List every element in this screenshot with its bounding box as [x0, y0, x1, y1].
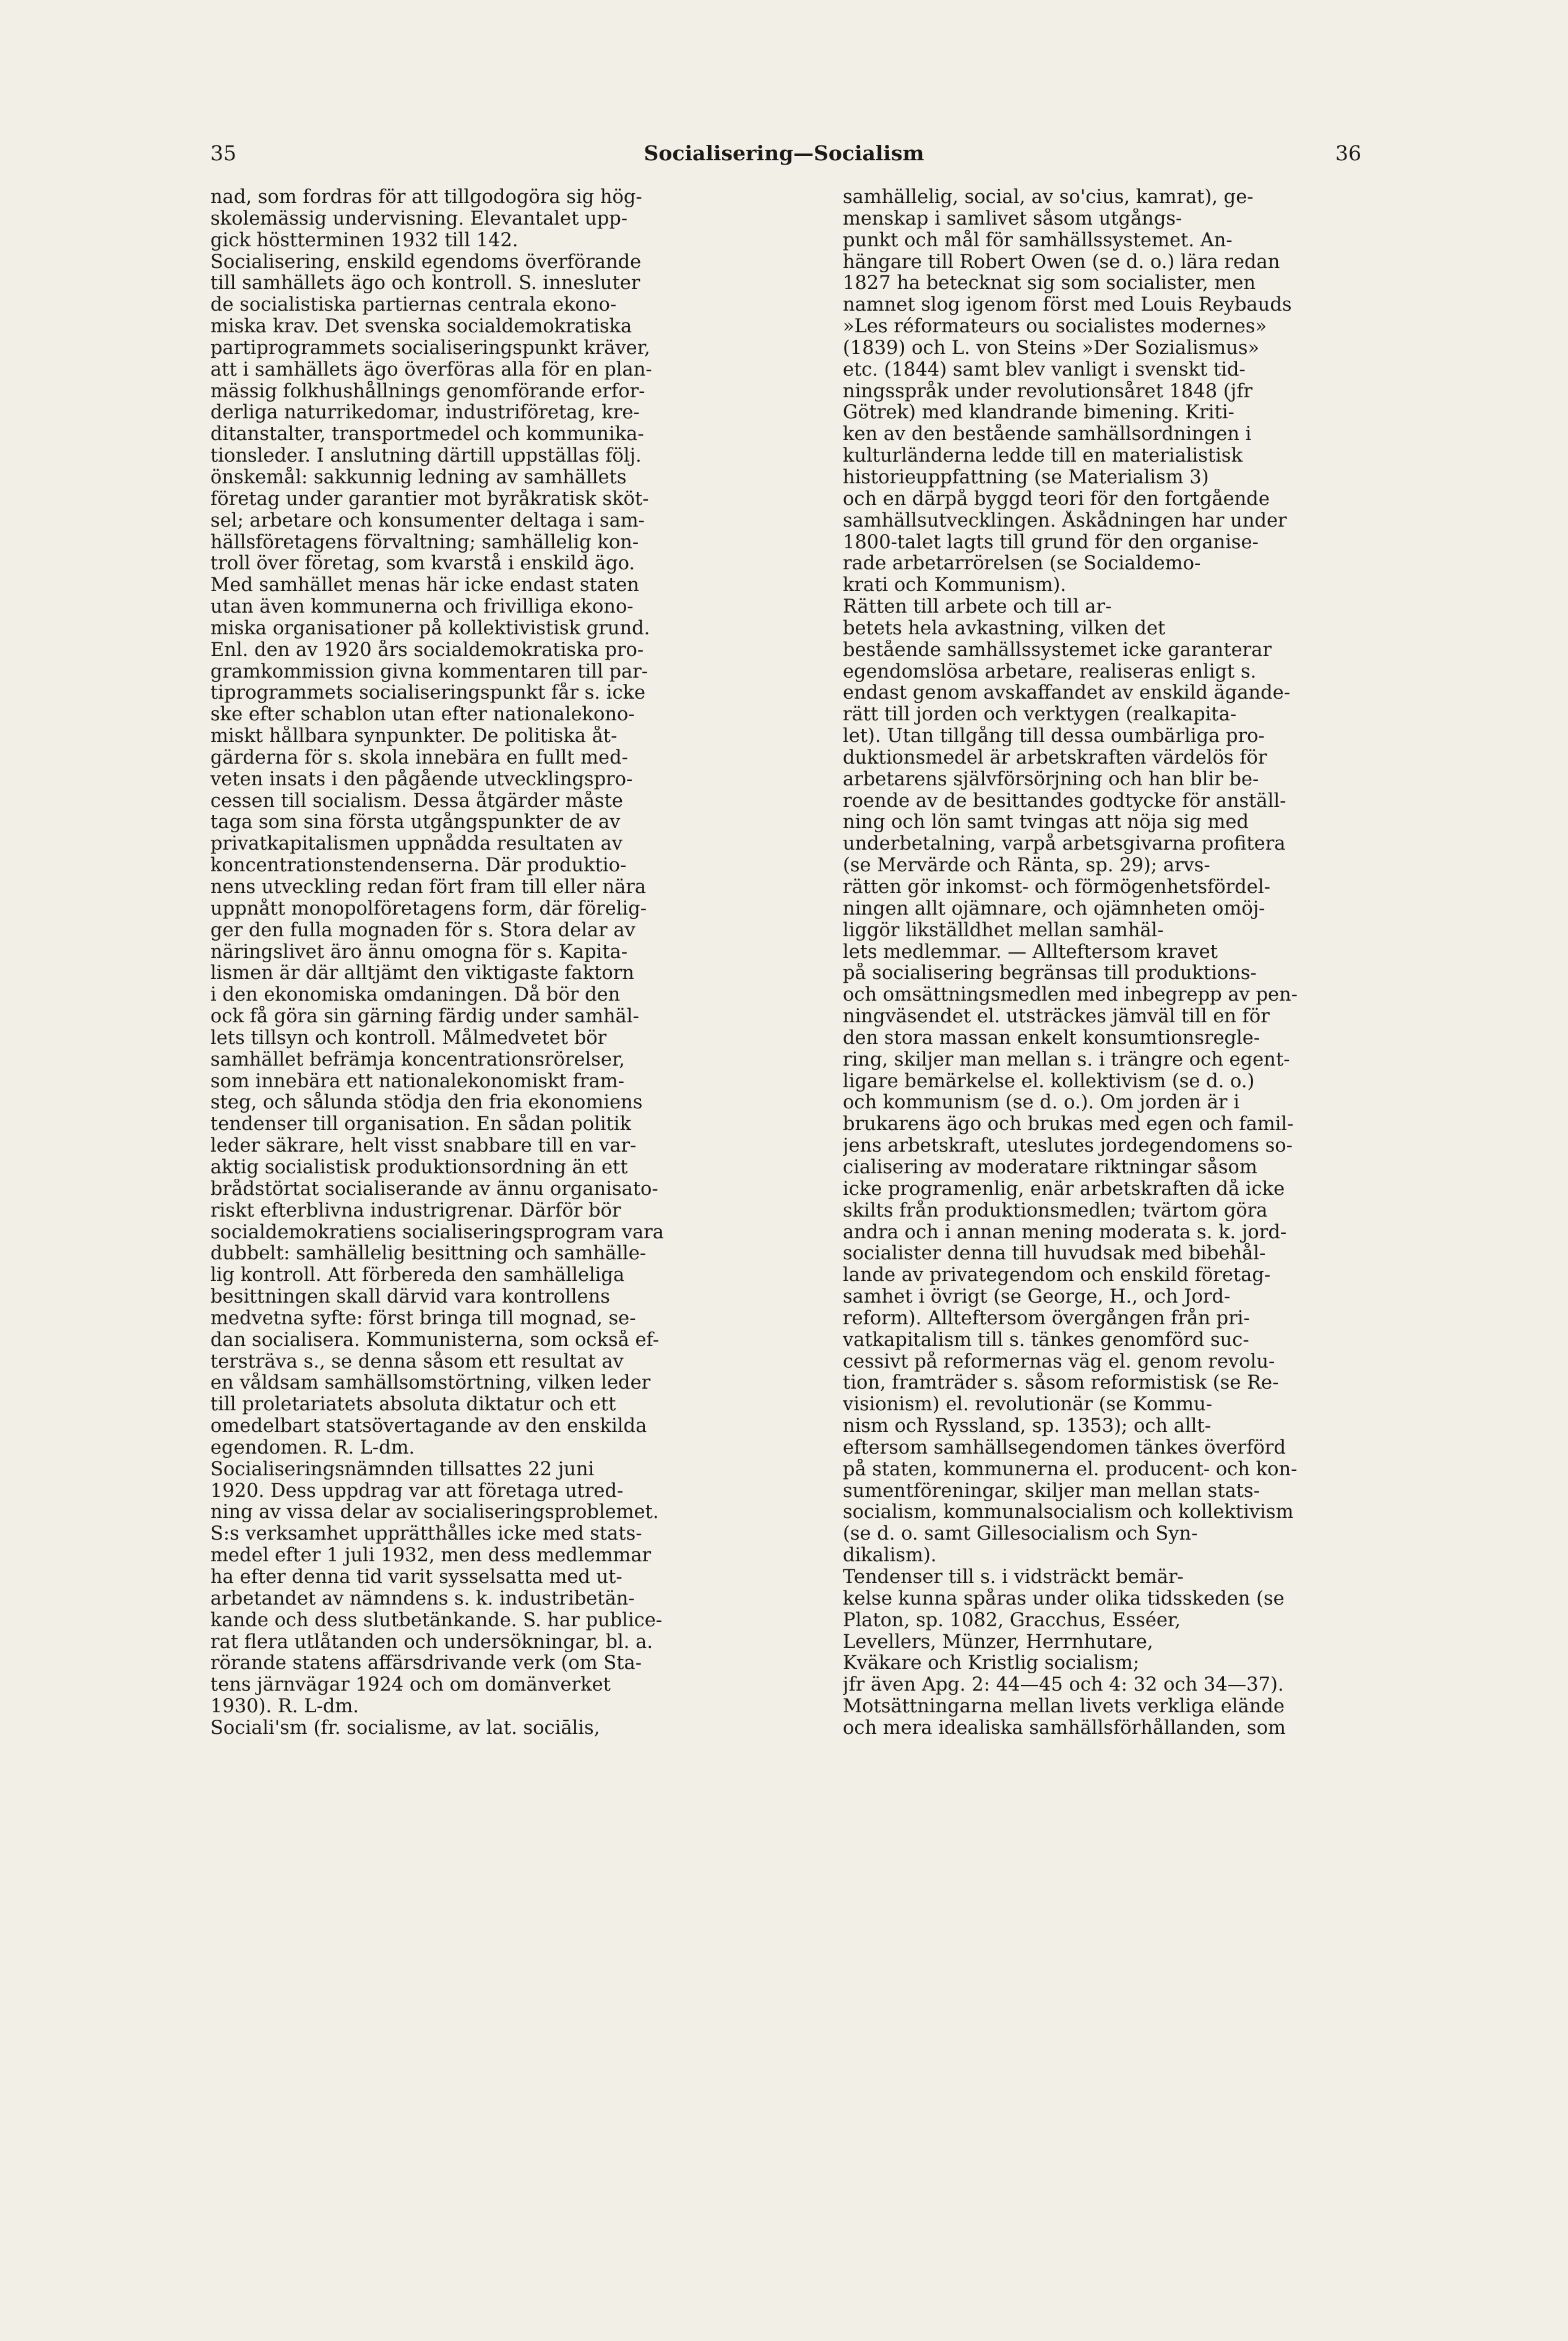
text-line: (se Mervärde och Ränta, sp. 29); arvs-: [843, 855, 1210, 877]
text-line: besittningen skall därvid vara kontrollens: [210, 1287, 610, 1308]
text-line: visionism) el. revolutionär (se Kommu-: [843, 1394, 1213, 1416]
text-line: rätten gör inkomst- och förmögenhetsfördel-: [843, 877, 1270, 898]
text-line: ske efter schablon utan efter nationalekono-: [210, 704, 635, 726]
text-line: veten insats i den pågående utvecklingspro-: [210, 769, 633, 790]
text-line: [843, 2128, 1462, 2149]
right-column: [843, 187, 1462, 2149]
text-line: [843, 1977, 1462, 1998]
text-line: till proletariatets absoluta diktatur och ett: [210, 1394, 616, 1416]
text-line: [210, 1782, 829, 1804]
text-line: kulturländerna ledde till en materialistisk: [843, 446, 1243, 467]
text-line: 1800-talet lagts till grund för den organise-: [843, 532, 1259, 553]
text-line: [210, 1869, 829, 1890]
text-line: [210, 2106, 829, 2128]
text-line: Socialisering, enskild egendoms överförande: [210, 251, 642, 273]
text-line: till samhällets ägo och kontroll. S. innesluter: [210, 273, 640, 295]
text-line: hällsföretagens förvaltning; samhällelig kon-: [210, 532, 639, 553]
text-line: [210, 1912, 829, 1934]
text-line: samhället befrämja koncentrationsrörelser,: [210, 1049, 625, 1071]
text-line: andra och i annan mening moderata s. k. jord-: [843, 1222, 1287, 1243]
text-line: rörande statens affärsdrivande verk (om Sta-: [210, 1653, 642, 1675]
text-line: företag under garantier mot byråkratisk sköt-: [210, 488, 649, 510]
text-line: Motsättningarna mellan livets verkliga elände: [843, 1696, 1285, 1718]
text-line: [210, 2128, 829, 2149]
text-line: [843, 1740, 1462, 1761]
text-line: [210, 1847, 829, 1869]
text-line: S:s verksamhet upprätthålles icke med stats-: [210, 1524, 642, 1545]
text-line: aktig socialistisk produktionsordning än ett: [210, 1157, 628, 1178]
text-line: skilts från produktionsmedlen; tvärtom göra: [843, 1200, 1268, 1222]
text-line: att i samhällets ägo överföras alla för en plan-: [210, 359, 652, 381]
text-line: miska krav. Det svenska socialdemokratiska: [210, 316, 632, 338]
text-line: [843, 1890, 1462, 1912]
text-line: partiprogrammets socialiseringspunkt kräver,: [210, 337, 650, 359]
text-line: gärderna för s. skola innebära en fullt med-: [210, 747, 628, 769]
text-line: [843, 2020, 1462, 2041]
text-line: [843, 2106, 1462, 2128]
text-line: [843, 2063, 1462, 2084]
text-line: 1920. Dess uppdrag var att företaga utred-: [210, 1480, 624, 1502]
text-line: [843, 1912, 1462, 1934]
text-line: leder säkrare, helt visst snabbare till en var-: [210, 1136, 637, 1157]
text-line: riskt efterblivna industrigrenar. Därför bör: [210, 1200, 621, 1222]
text-line: en våldsam samhällsomstörtning, vilken leder: [210, 1373, 651, 1394]
text-line: ditanstalter, transportmedel och kommunika-: [210, 424, 644, 446]
text-line: dikalism).: [843, 1545, 937, 1567]
text-line: arbetandet av nämndens s. k. industribetän-: [210, 1588, 635, 1610]
text-line: roende av de besittandes godtycke för anställ-: [843, 790, 1286, 812]
text-line: lande av privategendom och enskild företag-: [843, 1265, 1271, 1287]
text-line: dubbelt: samhällelig besittning och samhälle-: [210, 1243, 647, 1265]
text-line: lig kontroll. Att förbereda den samhälleliga: [210, 1265, 625, 1287]
text-line: miska organisationer på kollektivistisk grund.: [210, 618, 650, 639]
text-line: [843, 1782, 1462, 1804]
text-line: tersträva s., se denna såsom ett resultat av: [210, 1351, 624, 1373]
text-line: önskemål: sakkunnig ledning av samhällets: [210, 467, 627, 488]
text-line: egendomslösa arbetare, realiseras enligt s.: [843, 661, 1257, 683]
text-line: kande och dess slutbetänkande. S. har publice-: [210, 1610, 663, 1631]
text-line: skolemässig undervisning. Elevantalet upp-: [210, 208, 628, 230]
text-line: 1827 ha betecknat sig som socialister, men: [843, 273, 1256, 295]
text-line: [843, 1933, 1462, 1955]
text-line: jens arbetskraft, uteslutes jordegendomens so-: [843, 1136, 1293, 1157]
text-line: och en därpå byggd teori för den fortgående: [843, 488, 1270, 510]
text-line: och omsättningsmedlen med inbegrepp av pen-: [843, 985, 1298, 1006]
text-line: Rätten till arbete och till ar-: [843, 597, 1112, 618]
text-line: endast genom avskaffandet av enskild ägande-: [843, 683, 1291, 704]
text-line: Socialiseringsnämnden tillsattes 22 juni: [210, 1459, 595, 1480]
text-line: [210, 1761, 829, 1783]
text-line: ning och lön samt tvingas att nöja sig med: [843, 812, 1249, 834]
text-line: rätt till jorden och verktygen (realkapita-: [843, 704, 1237, 726]
text-line: jfr även Apg. 2: 44—45 och 4: 32 och 34—37).: [843, 1675, 1284, 1696]
text-line: tens järnvägar 1924 och om domänverket: [210, 1675, 611, 1696]
text-line: brådstörtat socialiserande av ännu organisato-: [210, 1178, 658, 1200]
text-line: på socialisering begränsas till produktions-: [843, 963, 1257, 985]
text-line: miskt hållbara synpunkter. De politiska åt-: [210, 726, 618, 748]
text-line: [843, 1826, 1462, 1847]
text-line: Platon, sp. 1082, Gracchus, Esséer,: [843, 1610, 1181, 1631]
text-line: cialisering av moderatare riktningar såsom: [843, 1157, 1257, 1178]
text-line: [210, 2084, 829, 2106]
text-line: [843, 2041, 1462, 2063]
text-line: i den ekonomiska omdaningen. Då bör den: [210, 985, 621, 1006]
text-line: cessen till socialism. Dessa åtgärder måste: [210, 790, 623, 812]
text-line: medvetna syfte: först bringa till mognad, se-: [210, 1308, 636, 1329]
text-line: socialister denna till huvudsak med bibehål-: [843, 1243, 1266, 1265]
text-line: näringslivet äro ännu omogna för s. Kapita-: [210, 941, 628, 963]
text-line: [843, 1869, 1462, 1890]
text-line: ha efter denna tid varit sysselsatta med ut-: [210, 1567, 622, 1588]
text-line: derliga naturrikedomar, industriföretag, kre-: [210, 402, 640, 424]
text-line: gramkommission givna kommentaren till par-: [210, 661, 648, 683]
text-line: namnet slog igenom först med Louis Reybauds: [843, 295, 1292, 316]
text-line: [843, 1998, 1462, 2020]
text-line: ningsspråk under revolutionsåret 1848 (jfr: [843, 381, 1253, 402]
text-line: Götrek) med klandrande bimening. Kriti-: [843, 402, 1234, 424]
text-line: tendenser till organisation. En sådan politik: [210, 1114, 632, 1136]
text-line: [843, 1804, 1462, 1826]
text-line: egendomen. R. L-dm.: [210, 1437, 415, 1459]
text-line: [210, 2020, 829, 2041]
text-line: brukarens ägo och brukas med egen och famil-: [843, 1114, 1294, 1136]
text-line: cessivt på reformernas väg el. genom revolu-: [843, 1351, 1275, 1373]
text-line: [210, 1933, 829, 1955]
text-line: gick höstterminen 1932 till 142.: [210, 230, 519, 251]
text-line: samhällsutvecklingen. Åskådningen har under: [843, 510, 1287, 532]
text-line: taga som sina första utgångspunkter de av: [210, 812, 621, 834]
text-line: Med samhället menas här icke endast staten: [210, 575, 639, 597]
text-line: [210, 2063, 829, 2084]
text-line: [210, 1998, 829, 2020]
text-line: ningväsendet el. utsträckes jämväl till en för: [843, 1006, 1270, 1028]
text-line: [210, 1955, 829, 1977]
text-line: dan socialisera. Kommunisterna, som också ef-: [210, 1329, 660, 1351]
text-line: omedelbart statsövertagande av den enskilda: [210, 1416, 647, 1438]
text-line: (1839) och L. von Steins »Der Sozialismus»: [843, 337, 1260, 359]
text-line: lets medlemmar. — Allteftersom kravet: [843, 941, 1218, 963]
text-line: hängare till Robert Owen (se d. o.) lära redan: [843, 251, 1280, 273]
text-line: uppnått monopolföretagens form, där förelig-: [210, 898, 647, 920]
text-line: vatkapitalism till s. tänkes genomförd suc-: [843, 1329, 1249, 1351]
text-line: samhet i övrigt (se George, H., och Jord-: [843, 1287, 1231, 1308]
text-line: steg, och sålunda stödja den fria ekonomiens: [210, 1092, 643, 1114]
text-line: [210, 2149, 829, 2171]
text-line: Kväkare och Kristlig socialism;: [843, 1653, 1140, 1675]
text-line: ring, skiljer man mellan s. i trängre och egent-: [843, 1049, 1290, 1071]
text-line: mässig folkhushållnings genomförande erfor-: [210, 381, 645, 402]
text-line: eftersom samhällsegendomen tänkes överförd: [843, 1437, 1286, 1459]
text-line: [210, 1826, 829, 1847]
text-line: som innebära ett nationalekonomiskt fram-: [210, 1071, 624, 1092]
text-line: [843, 1761, 1462, 1783]
text-line: [210, 1977, 829, 1998]
text-line: krati och Kommunism).: [843, 575, 1067, 597]
text-line: ken av den bestående samhällsordningen i: [843, 424, 1252, 446]
text-line: historieuppfattning (se Materialism 3): [843, 467, 1209, 488]
text-line: reform). Allteftersom övergången från pri-: [843, 1308, 1250, 1329]
text-line: let). Utan tillgång till dessa oumbärliga pro-: [843, 726, 1265, 748]
text-line: den stora massan enkelt konsumtionsregle-: [843, 1027, 1260, 1049]
text-line: icke programenlig, enär arbetskraften då icke: [843, 1178, 1285, 1200]
text-line: koncentrationstendenserna. Där produktio-: [210, 855, 627, 877]
text-line: underbetalning, varpå arbetsgivarna profitera: [843, 834, 1286, 855]
text-line: menskap i samlivet såsom utgångs-: [843, 208, 1182, 230]
text-line: utan även kommunerna och frivilliga ekono-: [210, 597, 634, 618]
text-line: rade arbetarrörelsen (se Socialdemo-: [843, 553, 1201, 575]
text-line: kelse kunna spåras under olika tidsskeden (se: [843, 1588, 1285, 1610]
text-line: »Les réformateurs ou socialistes modernes»: [843, 316, 1267, 338]
text-line: ger den fulla mognaden för s. Stora delar av: [210, 920, 635, 941]
text-line: [843, 1847, 1462, 1869]
text-line: ning av vissa delar av socialiseringsproblemet.: [210, 1502, 659, 1524]
text-line: lismen är där alltjämt den viktigaste faktorn: [210, 963, 634, 985]
text-line: nad, som fordras för att tillgodogöra sig hög-: [210, 187, 642, 208]
text-line: bestående samhällssystemet icke garanterar: [843, 639, 1272, 661]
text-line: medel efter 1 juli 1932, men dess medlemmar: [210, 1545, 652, 1567]
text-line: ligare bemärkelse el. kollektivism (se d. o.): [843, 1071, 1255, 1092]
text-line: samhällelig, social, av so'cius, kamrat), ge-: [843, 187, 1254, 208]
text-line: punkt och mål för samhällssystemet. An-: [843, 230, 1233, 251]
text-line: socialism, kommunalsocialism och kollektivism: [843, 1502, 1294, 1524]
text-line: [843, 1955, 1462, 1977]
text-line: rat flera utlåtanden och undersökningar, bl. a.: [210, 1631, 653, 1653]
text-line: [210, 2041, 829, 2063]
text-line: arbetarens självförsörjning och han blir be-: [843, 769, 1259, 790]
text-line: liggör likställdhet mellan samhäl-: [843, 920, 1164, 941]
text-line: (se d. o. samt Gillesocialism och Syn-: [843, 1524, 1198, 1545]
text-line: 1930). R. L-dm.: [210, 1696, 359, 1718]
text-line: på staten, kommunerna el. producent- och kon-: [843, 1459, 1298, 1480]
text-line: privatkapitalismen uppnådda resultaten av: [210, 834, 623, 855]
text-line: de socialistiska partiernas centrala ekono-: [210, 295, 617, 316]
text-line: tiprogrammets socialiseringspunkt får s. icke: [210, 683, 646, 704]
left-column: [210, 187, 829, 2171]
text-line: [210, 1890, 829, 1912]
page-number-right: 36: [1335, 141, 1361, 165]
text-line: troll över företag, som kvarstå i enskild ägo.: [210, 553, 635, 575]
text-line: betets hela avkastning, vilken det: [843, 618, 1166, 639]
text-line: Levellers, Münzer, Herrnhutare,: [843, 1631, 1153, 1653]
text-line: nens utveckling redan fört fram till eller nära: [210, 877, 647, 898]
text-line: [843, 2084, 1462, 2106]
text-line: och mera idealiska samhällsförhållanden, som: [843, 1717, 1286, 1739]
text-line: ock få göra sin gärning färdig under samhäl-: [210, 1006, 639, 1028]
text-line: tionsleder. I anslutning därtill uppställas följ.: [210, 446, 642, 467]
text-line: [210, 1804, 829, 1826]
text-line: Sociali'sm (fr. socialisme, av lat. sociālis,: [210, 1717, 600, 1739]
text-line: och kommunism (se d. o.). Om jorden är i: [843, 1092, 1239, 1114]
text-line: sel; arbetare och konsumenter deltaga i sam-: [210, 510, 645, 532]
text-line: nism och Ryssland, sp. 1353); och allt-: [843, 1416, 1212, 1438]
text-line: sumentföreningar, skiljer man mellan stats-: [843, 1480, 1260, 1502]
running-header: Socialisering—Socialism: [644, 141, 924, 165]
text-line: lets tillsyn och kontroll. Målmedvetet bör: [210, 1027, 607, 1049]
page-number-left: 35: [210, 141, 236, 165]
text-line: Enl. den av 1920 års socialdemokratiska pro-: [210, 639, 644, 661]
text-line: ningen allt ojämnare, och ojämnheten omöj-: [843, 898, 1265, 920]
text-line: [210, 1740, 829, 1761]
text-line: duktionsmedel är arbetskraften värdelös för: [843, 747, 1267, 769]
text-line: socialdemokratiens socialiseringsprogram vara: [210, 1222, 664, 1243]
text-line: tion, framträder s. såsom reformistisk (se Re-: [843, 1373, 1279, 1394]
text-line: Tendenser till s. i vidsträckt bemär-: [843, 1567, 1184, 1588]
text-line: etc. (1844) samt blev vanligt i svenskt tid-: [843, 359, 1246, 381]
